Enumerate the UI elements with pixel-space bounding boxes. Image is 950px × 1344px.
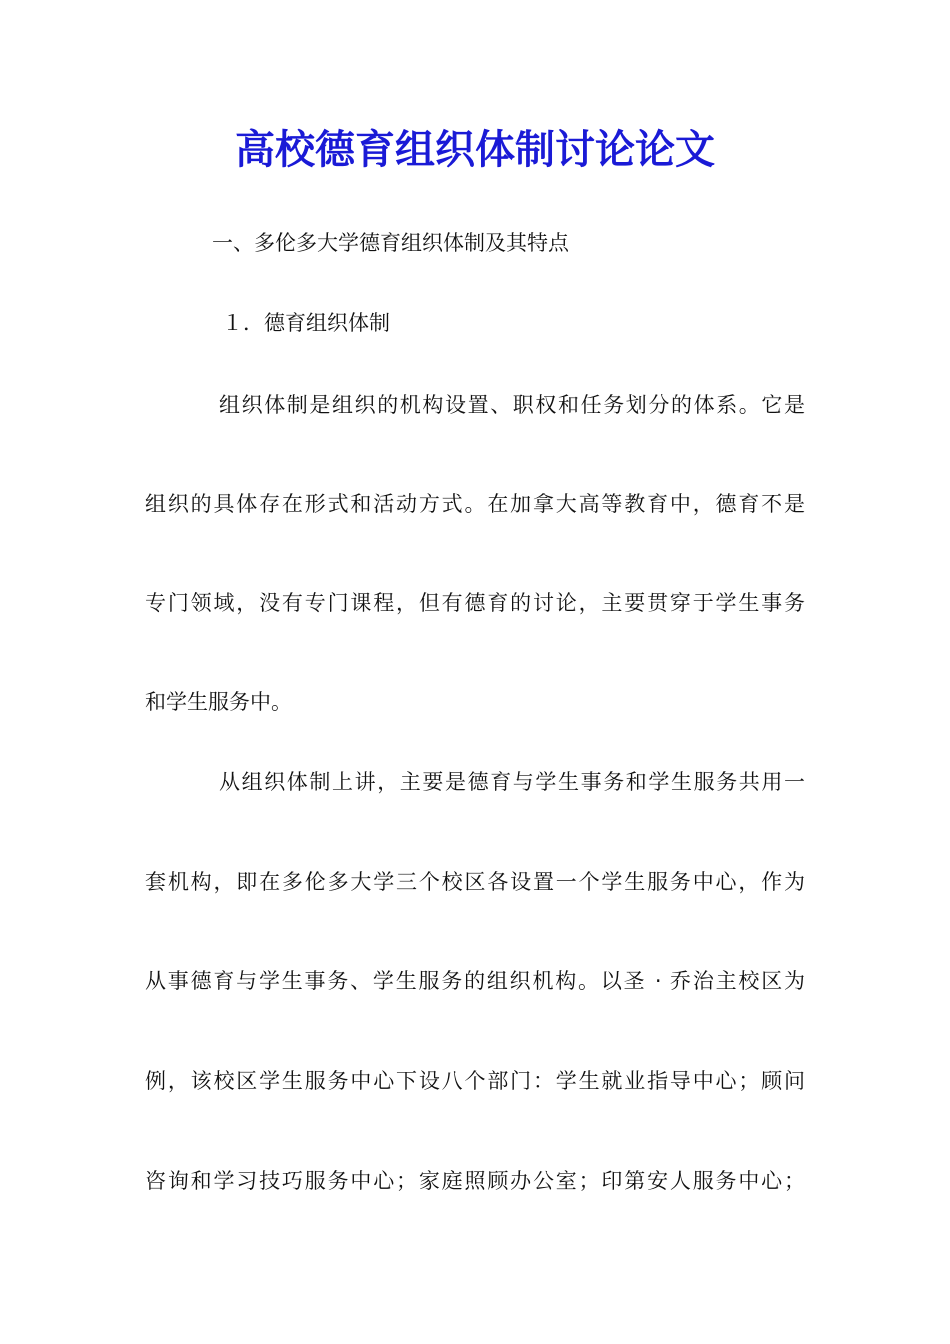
paragraph-line: 组织的具体存在形式和活动方式。在加拿大高等教育中，德育不是 — [145, 492, 805, 516]
paragraph-line: 组织体制是组织的机构设置、职权和任务划分的体系。它是 — [219, 393, 805, 417]
document-title: 高校德育组织体制讨论论文 — [235, 126, 715, 173]
section-heading: 一、多伦多大学德育组织体制及其特点 — [212, 231, 569, 255]
subsection-heading: １．德育组织体制 — [222, 311, 390, 335]
paragraph-line: 从组织体制上讲，主要是德育与学生事务和学生服务共用一 — [219, 770, 805, 794]
paragraph-line: 专门领域，没有专门课程，但有德育的讨论，主要贯穿于学生事务 — [145, 591, 805, 615]
paragraph-line: 例，该校区学生服务中心下设八个部门：学生就业指导中心；顾问 — [145, 1069, 805, 1093]
paragraph-line: 咨询和学习技巧服务中心；家庭照顾办公室；印第安人服务中心； — [145, 1169, 805, 1193]
paragraph-line: 和学生服务中。 — [145, 690, 292, 714]
paragraph-line: 套机构，即在多伦多大学三个校区各设置一个学生服务中心，作为 — [145, 870, 805, 894]
paragraph-line: 从事德育与学生事务、学生服务的组织机构。以圣 · 乔治主校区为 — [145, 969, 805, 993]
